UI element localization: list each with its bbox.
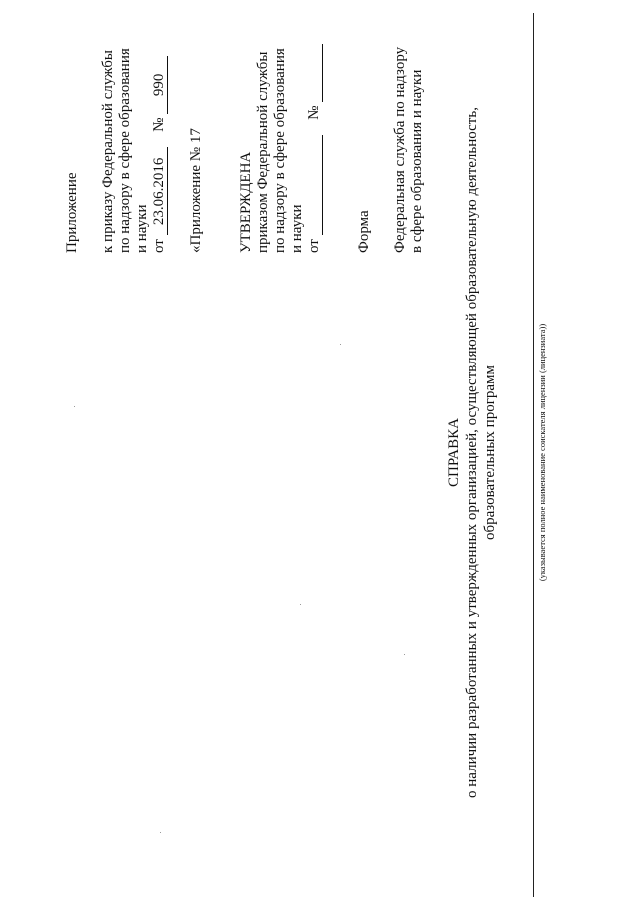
approved-title: УТВЕРЖДЕНА bbox=[238, 151, 254, 253]
approved-line-1: приказом Федеральной службы bbox=[255, 51, 271, 253]
agency-block bbox=[392, 13, 426, 253]
approved-line-2: по надзору в сфере образования bbox=[272, 48, 288, 253]
scan-speck bbox=[340, 344, 341, 345]
appendix-line-1: к приказу Федеральной службы bbox=[100, 49, 116, 253]
approved-number-blank bbox=[307, 44, 323, 102]
applicant-name-line bbox=[533, 13, 534, 897]
approved-date-blank bbox=[307, 135, 323, 235]
applicant-caption: (указывается полное наименование соискателя лицензии (лицензиата)) bbox=[537, 323, 547, 582]
appendix-number-label: «Приложение № 17 bbox=[188, 128, 204, 253]
appendix-date-value: 23.06.2016 bbox=[152, 147, 168, 235]
scan-speck bbox=[160, 832, 161, 833]
document-heading: СПРАВКА bbox=[446, 418, 462, 487]
appendix-order-reference bbox=[100, 13, 168, 253]
approved-line-3: и науки bbox=[289, 204, 305, 253]
agency-line-1: Федеральная служба по надзору bbox=[392, 46, 408, 253]
document-title-line-2: образовательных программ bbox=[482, 365, 498, 540]
appendix-title: Приложение bbox=[64, 172, 80, 253]
approved-date-prefix: от bbox=[306, 239, 322, 253]
appendix-line-3: и науки bbox=[134, 204, 150, 253]
appendix-number-sign: № bbox=[151, 117, 167, 132]
scan-speck bbox=[74, 406, 75, 407]
form-label: Форма bbox=[356, 210, 372, 253]
approved-number-sign: № bbox=[306, 105, 322, 120]
appendix-line-2: по надзору в сфере образования bbox=[117, 48, 133, 253]
scan-speck bbox=[404, 654, 405, 655]
agency-line-2: в сфере образования и науки bbox=[409, 69, 425, 253]
document-title-line-1: о наличии разработанных и утвержденных организацией, осуществляющей образовательную деятельность, bbox=[464, 107, 480, 798]
scan-speck bbox=[300, 604, 301, 605]
approved-date-line bbox=[306, 13, 323, 253]
appendix-number-value: 990 bbox=[152, 56, 168, 114]
appendix-date-prefix: от bbox=[151, 239, 167, 253]
appendix-date-line bbox=[151, 13, 168, 253]
approved-block bbox=[238, 13, 323, 253]
